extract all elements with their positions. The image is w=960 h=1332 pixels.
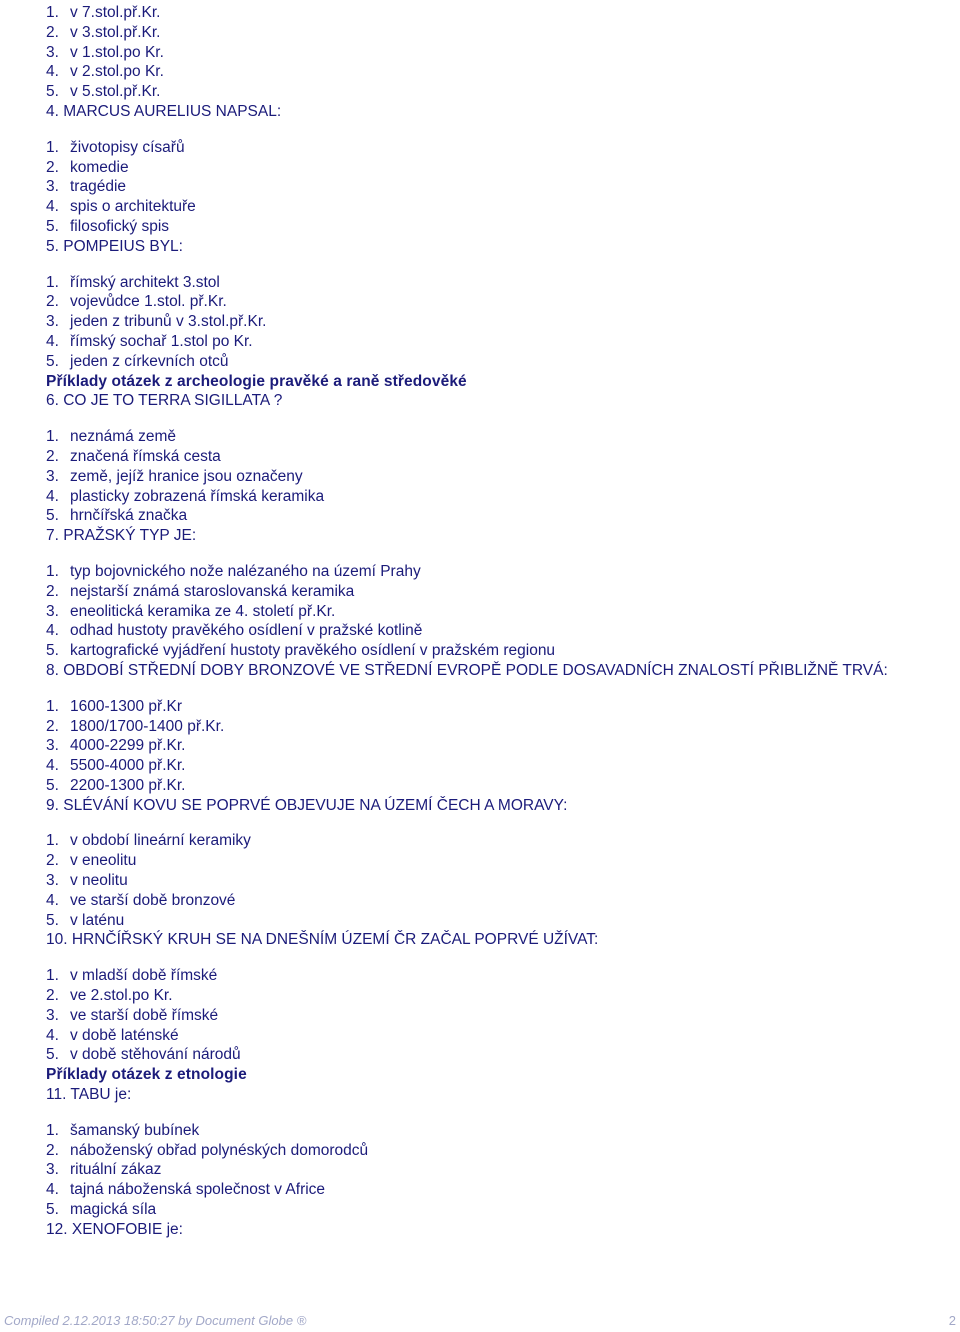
option-text: jeden z církevních otců [70, 352, 229, 370]
option-number: 5. [46, 507, 59, 525]
option-number: 3. [46, 313, 59, 331]
question-heading: 7. PRAŽSKÝ TYP JE: [46, 527, 197, 545]
option-text: v mladší době římské [70, 967, 218, 985]
answer-option [46, 273, 926, 293]
answer-option [46, 831, 926, 851]
question-heading: 8. OBDOBÍ STŘEDNÍ DOBY BRONZOVÉ VE STŘEDNÍ EVROPĚ PODLE DOSAVADNÍCH ZNALOSTÍ PŘIBLIŽNĚ TRVÁ: [46, 661, 888, 679]
option-number: 3. [46, 872, 59, 890]
answer-option [46, 1160, 926, 1180]
option-number: 4. [46, 1026, 59, 1044]
option-number: 1. [46, 4, 59, 21]
option-text: typ bojovnického nože nalézaného na území Prahy [70, 562, 421, 580]
option-text: rituální zákaz [70, 1161, 162, 1179]
answer-option [46, 602, 926, 622]
option-text: vojevůdce 1.stol. př.Kr. [70, 293, 227, 311]
answer-option [46, 1006, 926, 1026]
option-text: v době stěhování národů [70, 1046, 241, 1064]
answer-option [46, 911, 926, 931]
option-number: 4. [46, 757, 59, 775]
option-text: ve starší době bronzové [70, 891, 236, 909]
answer-option [46, 966, 926, 986]
option-number: 5. [46, 642, 59, 660]
option-number: 1. [46, 1121, 59, 1139]
answer-option [46, 43, 926, 63]
option-text: eneolitická keramika ze 4. století př.Kr. [70, 602, 336, 620]
option-text: 2200-1300 př.Kr. [70, 776, 186, 794]
question-heading: 10. HRNČÍŘSKÝ KRUH SE NA DNEŠNÍM ÚZEMÍ ČR ZAČAL POPRVÉ UŽÍVAT: [46, 931, 599, 949]
option-text: spis o architektuře [70, 198, 196, 216]
answer-option [46, 562, 926, 582]
answer-option [46, 871, 926, 891]
compiled-note: Compiled 2.12.2013 18:50:27 by Document Globe ® [4, 1313, 307, 1328]
option-number: 4. [46, 487, 59, 505]
answer-option [46, 487, 926, 507]
option-text: v 1.stol.po Kr. [70, 43, 164, 61]
option-number: 4. [46, 198, 59, 216]
option-text: nejstarší známá staroslovanská keramika [70, 582, 355, 600]
option-number: 4. [46, 891, 59, 909]
section-heading: Příklady otázek z etnologie [46, 1066, 247, 1084]
answer-option [46, 641, 926, 661]
answer-option [46, 332, 926, 352]
option-text: v 2.stol.po Kr. [70, 63, 164, 81]
option-number: 1. [46, 138, 59, 156]
question-heading: 11. TABU je: [46, 1086, 132, 1104]
option-number: 1. [46, 832, 59, 850]
answer-option [46, 158, 926, 178]
option-number: 2. [46, 852, 59, 870]
answer-option [46, 1180, 926, 1200]
option-number: 5. [46, 776, 59, 794]
answer-option [46, 217, 926, 237]
answer-option [46, 352, 926, 372]
page-number: 2 [948, 1313, 956, 1328]
option-number: 2. [46, 158, 59, 176]
option-number: 1. [46, 967, 59, 985]
answer-option [46, 776, 926, 796]
answer-option [46, 427, 926, 447]
option-text: 5500-4000 př.Kr. [70, 757, 186, 775]
option-text: země, jejíž hranice jsou označeny [70, 467, 303, 485]
option-number: 5. [46, 352, 59, 370]
answer-option [46, 62, 926, 82]
question-heading: 5. POMPEIUS BYL: [46, 237, 183, 255]
option-text: v eneolitu [70, 852, 137, 870]
option-text: tragédie [70, 178, 127, 196]
question-heading: 6. CO JE TO TERRA SIGILLATA ? [46, 392, 283, 410]
option-number: 3. [46, 602, 59, 620]
answer-option [46, 891, 926, 911]
option-text: 1600-1300 př.Kr [70, 697, 183, 715]
option-number: 2. [46, 1141, 59, 1159]
option-number: 2. [46, 987, 59, 1005]
option-text: plasticky zobrazená římská keramika [70, 487, 325, 505]
option-text: náboženský obřad polynéských domorodců [70, 1141, 369, 1159]
answer-option [46, 1045, 926, 1065]
option-number: 2. [46, 293, 59, 311]
answer-option [46, 621, 926, 641]
option-number: 5. [46, 1046, 59, 1064]
answer-option [46, 1121, 926, 1141]
option-text: odhad hustoty pravěkého osídlení v pražské kotlině [70, 622, 423, 640]
option-number: 3. [46, 178, 59, 196]
option-number: 3. [46, 43, 59, 61]
option-number: 2. [46, 717, 59, 735]
answer-option [46, 697, 926, 717]
option-number: 3. [46, 737, 59, 755]
option-text: ve starší době římské [70, 1006, 219, 1024]
option-number: 5. [46, 911, 59, 929]
option-number: 4. [46, 332, 59, 350]
option-text: římský sochař 1.stol po Kr. [70, 332, 253, 350]
answer-option [46, 197, 926, 217]
answer-option [46, 986, 926, 1006]
option-number: 5. [46, 83, 59, 101]
option-text: 1800/1700-1400 př.Kr. [70, 717, 225, 735]
answer-option [46, 3, 926, 23]
option-number: 1. [46, 273, 59, 291]
option-text: v období lineární keramiky [70, 832, 251, 850]
answer-option [46, 138, 926, 158]
option-number: 2. [46, 447, 59, 465]
option-text: v 7.stol.př.Kr. [70, 4, 161, 21]
option-text: šamanský bubínek [70, 1121, 200, 1139]
option-text: značená římská cesta [70, 447, 221, 465]
option-number: 1. [46, 562, 59, 580]
option-number: 3. [46, 1161, 59, 1179]
option-text: životopisy císařů [70, 138, 185, 156]
section-heading: Příklady otázek z archeologie pravěké a raně středověké [46, 372, 467, 390]
answer-option [46, 1026, 926, 1046]
option-text: v laténu [70, 911, 125, 929]
option-number: 2. [46, 582, 59, 600]
document-body [46, 3, 926, 1240]
option-number: 1. [46, 428, 59, 446]
answer-option [46, 756, 926, 776]
option-number: 5. [46, 1201, 59, 1219]
question-heading: 4. MARCUS AURELIUS NAPSAL: [46, 102, 282, 120]
option-text: magická síla [70, 1201, 157, 1219]
answer-option [46, 467, 926, 487]
answer-option [46, 23, 926, 43]
answer-option [46, 851, 926, 871]
option-text: v neolitu [70, 872, 128, 890]
answer-option [46, 82, 926, 102]
question-heading: 12. XENOFOBIE je: [46, 1220, 183, 1238]
answer-option [46, 717, 926, 737]
option-number: 3. [46, 467, 59, 485]
answer-option [46, 447, 926, 467]
option-text: hrnčířská značka [70, 507, 188, 525]
option-text: kartografické vyjádření hustoty pravěkého osídlení v pražském regionu [70, 642, 556, 660]
answer-option [46, 582, 926, 602]
page-footer [4, 1313, 956, 1332]
option-text: ve 2.stol.po Kr. [70, 987, 173, 1005]
option-number: 2. [46, 23, 59, 41]
option-number: 5. [46, 217, 59, 235]
option-text: filosofický spis [70, 217, 170, 235]
option-text: v 3.stol.př.Kr. [70, 23, 161, 41]
option-text: komedie [70, 158, 129, 176]
answer-option [46, 506, 926, 526]
option-number: 4. [46, 622, 59, 640]
option-number: 4. [46, 1181, 59, 1199]
option-text: 4000-2299 př.Kr. [70, 737, 186, 755]
answer-option [46, 177, 926, 197]
answer-option [46, 736, 926, 756]
option-number: 1. [46, 697, 59, 715]
option-text: římský architekt 3.stol [70, 273, 220, 291]
answer-option [46, 1141, 926, 1161]
option-text: tajná náboženská společnost v Africe [70, 1181, 326, 1199]
option-text: neznámá země [70, 428, 176, 446]
answer-option [46, 292, 926, 312]
option-number: 4. [46, 63, 59, 81]
option-text: jeden z tribunů v 3.stol.př.Kr. [70, 313, 267, 331]
answer-option [46, 312, 926, 332]
option-text: v 5.stol.př.Kr. [70, 83, 161, 101]
answer-option [46, 1200, 926, 1220]
option-text: v době laténské [70, 1026, 179, 1044]
option-number: 3. [46, 1006, 59, 1024]
question-heading: 9. SLÉVÁNÍ KOVU SE POPRVÉ OBJEVUJE NA ÚZEMÍ ČECH A MORAVY: [46, 796, 568, 814]
